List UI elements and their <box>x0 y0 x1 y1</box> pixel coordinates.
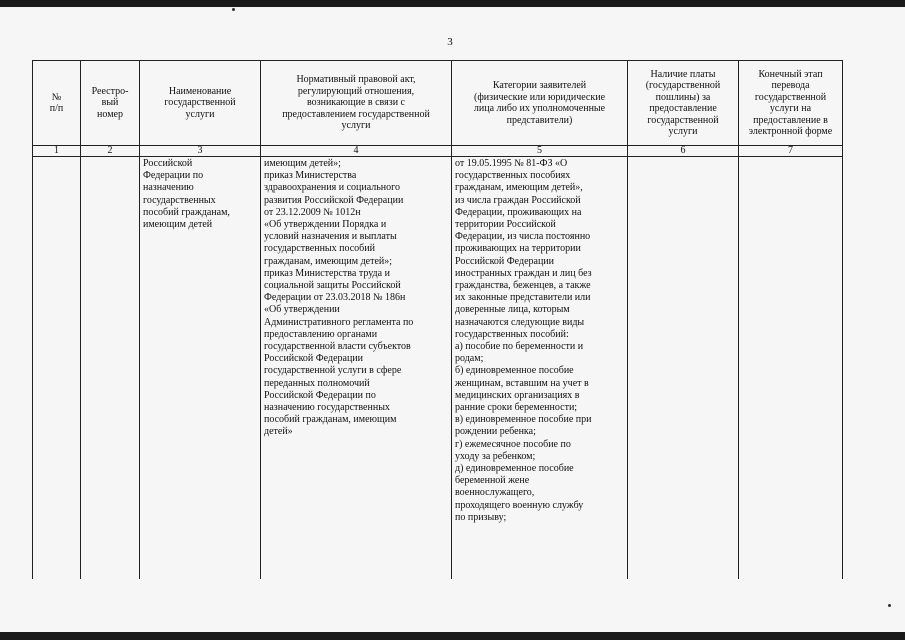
header-line: вый <box>101 97 119 109</box>
header-line: Наименование <box>168 85 232 97</box>
text-line: медицинских организациях в <box>455 389 580 401</box>
text-line: назначаются следующие виды <box>455 316 585 328</box>
scan-top-edge <box>0 0 905 7</box>
text-line: здравоохранения и социального <box>264 182 401 194</box>
text-line: Федерации, из числа постоянно <box>455 231 591 243</box>
text-line: переданных полномочий <box>264 377 370 389</box>
text-line: по призыву; <box>455 511 507 523</box>
text-line: г) ежемесячное пособие по <box>455 438 571 450</box>
header-cell <box>140 61 261 146</box>
cell-fee <box>628 157 739 580</box>
cell-registry-number <box>81 157 140 580</box>
header-line: Конечный этап <box>758 68 823 80</box>
cell-service-name <box>140 157 261 580</box>
text-line: в) единовременное пособие при <box>455 414 592 426</box>
text-line: Российской Федерации <box>455 255 555 267</box>
header-line: лица либо их уполномоченные <box>473 103 606 114</box>
text-line: уходу за ребенком; <box>455 450 536 462</box>
text-line: б) единовременное пособие <box>455 365 574 377</box>
column-number: 1 <box>33 146 81 157</box>
header-line: услуги <box>668 126 698 137</box>
text-line: доверенные лица, которым <box>455 304 570 316</box>
header-cell <box>739 61 843 146</box>
text-line: «Об утверждении Порядка и <box>264 219 387 231</box>
header-line: услуги <box>341 120 371 132</box>
text-line: беременной жене <box>455 475 530 487</box>
text-line: социальной защиты Российской <box>264 280 401 292</box>
text-line: ранние сроки беременности; <box>455 402 578 414</box>
text-line: Российской Федерации <box>264 353 364 365</box>
header-line: регулирующий отношения, <box>297 85 415 97</box>
text-line: д) единовременное пособие <box>455 463 574 475</box>
header-line: государственной <box>647 114 719 126</box>
text-line: пособий гражданам, имеющим <box>264 414 397 426</box>
text-line: гражданства, беженцев, а также <box>455 280 591 292</box>
text-line: детей» <box>264 426 293 438</box>
text-line: женщинам, вставшим на учет в <box>455 377 589 389</box>
text-line: рождении ребенка; <box>455 426 536 438</box>
header-line: Реестро- <box>91 85 129 97</box>
scan-speck <box>888 604 891 607</box>
cell-legal-act <box>261 157 452 580</box>
text-line: государственных пособий: <box>455 328 569 340</box>
header-line: предоставлением государственной <box>282 108 430 120</box>
text-line: проживающих на территории <box>455 243 581 255</box>
text-line: условий назначения и выплаты <box>264 231 397 243</box>
text-line: приказ Министерства <box>264 170 357 182</box>
header-line: представители) <box>506 114 573 126</box>
text-line: пособий гражданам, <box>143 206 230 218</box>
text-line: Российской <box>143 158 193 169</box>
header-line: п/п <box>49 103 64 114</box>
text-line: военнослужащего, <box>455 487 535 499</box>
text-line: имеющим детей»; <box>264 158 341 169</box>
text-line: Российской Федерации по <box>264 389 376 401</box>
header-line: услуги на <box>769 103 812 114</box>
text-line: «Об утверждении <box>264 304 340 316</box>
text-line: развития Российской Федерации <box>264 194 404 206</box>
header-line: услуги <box>185 108 215 120</box>
header-line: предоставление <box>649 103 717 114</box>
header-cell <box>33 61 81 146</box>
header-line: перевода <box>771 80 810 91</box>
text-line: а) пособие по беременности и <box>455 341 584 353</box>
cell-electronic-stage <box>739 157 843 580</box>
header-line: номер <box>97 108 123 120</box>
text-line: территории Российской <box>455 219 556 231</box>
text-line: Федерации, проживающих на <box>455 206 582 218</box>
text-line: Федерации от 23.03.2018 № 186н <box>264 292 406 304</box>
column-number: 7 <box>739 146 843 157</box>
header-line: пошлины) за <box>655 91 711 103</box>
table-row <box>33 157 843 580</box>
header-line: государственной <box>164 97 236 109</box>
text-line: родам; <box>455 353 484 365</box>
text-line: предоставлению органами <box>264 328 378 340</box>
header-line: Наличие платы <box>650 68 716 80</box>
services-register-table <box>32 60 843 579</box>
cell-number <box>33 157 81 580</box>
page-number: 3 <box>447 36 453 48</box>
text-line: Федерации по <box>143 170 204 182</box>
text-line: государственных <box>143 194 216 206</box>
header-line: электронной форме <box>748 126 833 137</box>
column-number: 3 <box>140 146 261 157</box>
text-line: от 19.05.1995 № 81-ФЗ «О <box>455 158 568 169</box>
header-cell <box>628 61 739 146</box>
header-line: (физические или юридические <box>473 91 606 103</box>
header-row <box>33 61 843 146</box>
header-line: возникающие в связи с <box>306 97 405 109</box>
text-line: государственных пособиях <box>455 170 571 182</box>
header-line: Нормативный правовой акт, <box>296 74 416 86</box>
text-line: от 23.12.2009 № 1012н <box>264 206 361 218</box>
cell-applicant-categories <box>452 157 628 580</box>
header-line: государственной <box>754 91 827 103</box>
text-line: приказ Министерства труда и <box>264 267 390 279</box>
header-line: (государственной <box>645 80 721 91</box>
text-line: иностранных граждан и лиц без <box>455 267 592 279</box>
text-line: гражданам, имеющим детей», <box>455 182 583 194</box>
text-line: назначению <box>143 182 194 194</box>
column-number: 5 <box>452 146 628 157</box>
text-line: их законные представители или <box>455 292 591 304</box>
column-number: 2 <box>81 146 140 157</box>
text-line: государственной власти субъектов <box>264 341 411 353</box>
column-number: 4 <box>261 146 452 157</box>
text-line: государственной услуги в сфере <box>264 365 402 377</box>
header-cell <box>261 61 452 146</box>
header-line: предоставление в <box>753 114 828 126</box>
column-number-row <box>33 146 843 157</box>
header-cell <box>81 61 140 146</box>
header-line: № <box>51 91 62 103</box>
text-line: проходящего военную службу <box>455 499 584 511</box>
text-line: государственных пособий <box>264 243 375 255</box>
text-line: Административного регламента по <box>264 316 414 328</box>
scan-bottom-edge <box>0 632 905 640</box>
text-line: из числа граждан Российской <box>455 194 581 206</box>
text-line: назначению государственных <box>264 402 390 414</box>
scan-speck <box>232 8 235 11</box>
text-line: имеющим детей <box>143 219 213 231</box>
header-cell <box>452 61 628 146</box>
text-line: гражданам, имеющим детей»; <box>264 255 393 267</box>
column-number: 6 <box>628 146 739 157</box>
header-line: Категории заявителей <box>492 80 587 91</box>
